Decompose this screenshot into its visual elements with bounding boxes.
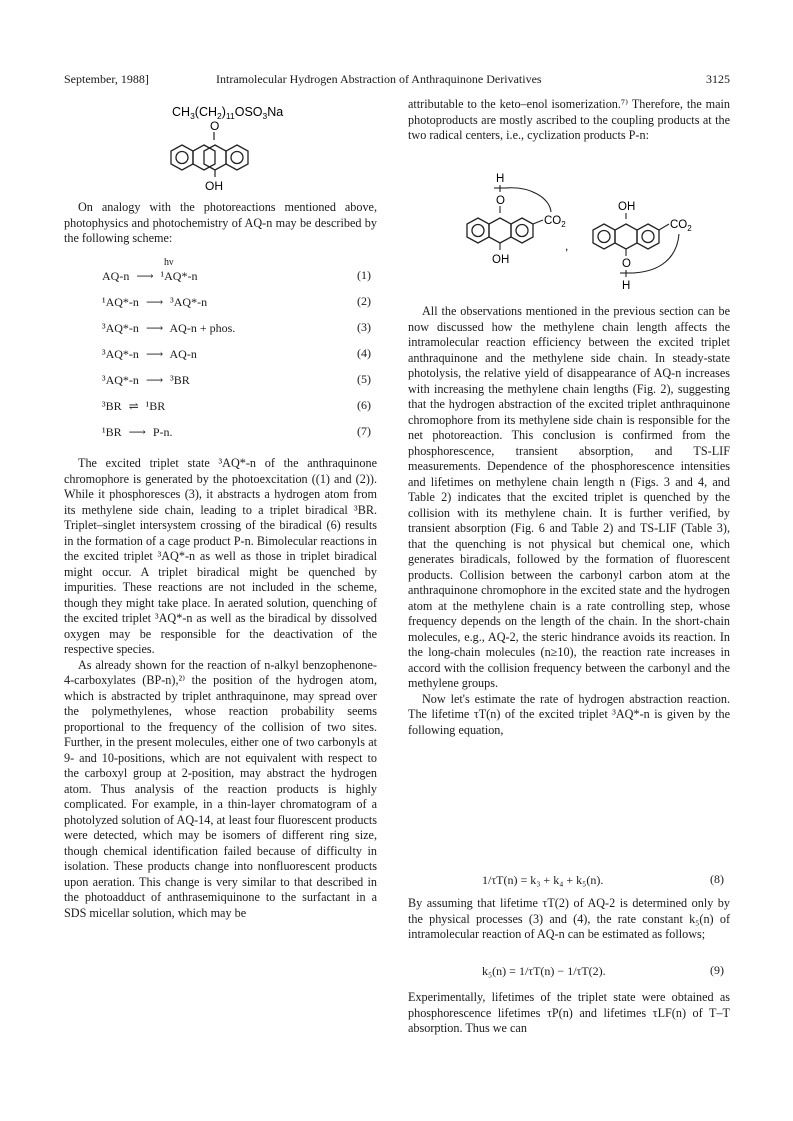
- anthracene-rings: [467, 218, 533, 243]
- right-paragraph-1: [408, 97, 730, 144]
- eq-rhs: P-n.: [152, 425, 173, 439]
- oxygen-label: O: [622, 258, 631, 270]
- equation-number: (2): [357, 294, 371, 308]
- eq-rhs: AQ-n + phos.: [169, 321, 236, 335]
- equation-1: [102, 268, 197, 284]
- equation-6: [102, 398, 165, 414]
- equation-number: (9): [710, 963, 724, 977]
- paragraph-text: On analogy with the photoreactions mentioned above, photophysics and photochemistry of AQ-n may be described by the following scheme:: [64, 200, 377, 245]
- eq-arrow: ⟶: [145, 347, 164, 361]
- formula-label: $CH_3(CH_2)_{11}OSO_3Na$: [172, 105, 284, 121]
- eq-arrow: ⟶: [145, 321, 164, 335]
- anthracene-rings: [593, 224, 659, 249]
- eq-lhs: ³AQ*-n: [102, 321, 139, 335]
- equation-4: [102, 346, 197, 362]
- left-paragraph-1: [64, 200, 377, 247]
- eq-arrow: ⇌: [128, 399, 139, 413]
- paragraph-text: The excited triplet state ³AQ*-n of the anthraquinone chromophore is generated by the photoexcitation ((1) and (2)). While it phosphoresces (3), it abstracts a hydrogen atom from its methylene side chain, leading to a triplet biradical ³BR. Triplet–singlet intersystem crossing of the biradical (6) results in the formation of a cage product P-n. Bimolecular reactions in the excited triplet ³AQ*-n as well as those in triplet biradical might occur. A triplet biradical might be quenched by impurities. These reactions are not included in the scheme, though they might take place. In aerated solution, quenching of the excited triplet ³AQ*-n as well as the biradical by dissolved oxygen may be responsible for the deactivation of the respective species.: [64, 456, 377, 656]
- header-title: Intramolecular Hydrogen Abstraction of Anthraquinone Derivatives: [216, 72, 542, 86]
- hydrogen-label: H: [496, 173, 505, 185]
- eq-arrow: ⟶: [128, 425, 146, 439]
- oxygen-label: O: [496, 195, 505, 207]
- equation-number: (8): [710, 872, 724, 886]
- eq-lhs: ¹BR: [102, 425, 122, 439]
- carboxylate-label: $CO_2$: [670, 219, 692, 233]
- equation-number: (7): [357, 424, 371, 438]
- structure-ether-figure: [140, 98, 320, 196]
- equation-2: [102, 294, 207, 310]
- equation-number: (5): [357, 372, 371, 386]
- methylene-chain-arc: [632, 234, 679, 273]
- cyclization-products-figure: [455, 168, 715, 292]
- eq-rhs: ¹AQ*-n: [160, 269, 198, 283]
- equation-number: (3): [357, 320, 371, 334]
- carboxyl-bond: [659, 224, 669, 230]
- eq-lhs: ³AQ*-n: [102, 347, 139, 361]
- equation-number: (4): [357, 346, 371, 360]
- carboxyl-bond: [533, 220, 543, 224]
- header-date: September, 1988]: [64, 72, 149, 86]
- hv-label: hν: [164, 257, 174, 268]
- equation-8: 1/τT(n) = k₃ + k₄ + k₅(n).: [482, 873, 604, 887]
- eq-arrow: ⟶: [145, 295, 164, 309]
- eq-lhs: ³AQ*-n: [102, 373, 139, 387]
- eq-rhs: ³AQ*-n: [170, 295, 208, 309]
- paragraph-text: By assuming that lifetime τT(2) of AQ-2 is determined only by the physical processes (3) and (4), the rate constant k₅(n) of intramolecular reaction of AQ-n can be estimated as follows;: [408, 896, 730, 941]
- eq-rhs: ³BR: [170, 373, 190, 387]
- eq-rhs: ¹BR: [145, 399, 166, 413]
- paragraph-text: Experimentally, lifetimes of the triplet state were obtained as phosphorescence lifetimes τP(n) and lifetimes τLF(n) of T–T absorption. Thus we can: [408, 990, 730, 1035]
- right-paragraph-5: [408, 990, 730, 1037]
- eq-rhs: AQ-n: [169, 347, 197, 361]
- oxygen-label: O: [210, 119, 220, 133]
- equation-number: (6): [357, 398, 371, 412]
- eq-lhs: ¹AQ*-n: [102, 295, 139, 309]
- header-page-number: 3125: [706, 72, 730, 86]
- left-column-body: [64, 456, 377, 921]
- paragraph-text: All the observations mentioned in the previous section can be now discussed how the methylene chain length affects the intramolecular reaction efficiency between the excited triplet anthraquinone and the methylene side chain. In steady-state photolysis, the relative yield of disappearance of AQ-n increases with increasing the methylene chain lengths (Fig. 2), suggesting that the hydrogen abstraction of the excited triplet anthraquinone chromophore from its methylene side chain is responsible for the net photoreaction. This conclusion is confirmed from the phosphorescence, transient absorption, and TS-LIF measurements. Dependence of the phosphorescence intensities and lifetimes on methylene chain length n (Figs. 3 and 4, and Table 2) indicates that the excited triplet is quenched by the collision with its methylene chain. It is further verified, by transient absorption (Fig. 6 and Table 2) and TS-LIF (Table 3), that the quenching is not physical but chemical one, which generates biradicals, followed by the formation of fluorescent products. Collision between the carbonyl carbon atom at the anthraquinone chromophore in the excited state and the hydrogen atom at the methylene chain is a rate controlling step, whose frequency depends on the length of the chain. In the short-chain molecules, e.g., AQ-2, the steric hindrance avoids its reaction. In the long-chain molecules (n≥10), the reaction rate increases in accord with the collision frequency between the carbonyl and the methylene groups.: [408, 304, 730, 690]
- equation-3: [102, 320, 235, 336]
- right-paragraph-4: [408, 896, 730, 943]
- methylene-chain-arc: [506, 188, 551, 212]
- separator-comma: ,: [565, 239, 569, 253]
- equation-5: [102, 372, 190, 388]
- eq-arrow: ⟶: [145, 373, 164, 387]
- right-column-body: [408, 304, 730, 738]
- carboxylate-label: $CO_2$: [544, 215, 566, 229]
- anthracene-rings: [171, 145, 248, 170]
- paragraph-text: As already shown for the reaction of n-alkyl benzophenone-4-carboxylates (BP-n),²⁾ the position of the hydrogen atom, which is abstracted by triplet anthraquinone, may spread over the polymethylenes, whose reaction probability seems proportional to the frequency of the collision of two sites. Further, in the present molecules, either one of two carbonyls at 9- and 10-positions, which are not equivalent with respect to the carboxyl group at 2-position, may abstract the hydrogen atom. Thus analysis of the reaction products is highly complicated. For example, in a thin-layer chromatogram of a photolyzed solution of AQ-14, at least four fluorescent products were detected, which may be isomers of different ring size, though chemical identification failed because of difficulty in isolation. These products change into nonfluorescent products upon aeration. This change is very similar to that described in the photoadduct of anthrasemiquinone to the surfactant in a SDS micellar solution, which may be: [64, 657, 377, 920]
- hydroxyl-label: OH: [205, 179, 223, 193]
- eq-arrow: ⟶: [136, 269, 154, 283]
- hydroxyl-label: OH: [618, 201, 636, 213]
- paragraph-text: attributable to the keto–enol isomerization.⁷⁾ Therefore, the main photoproducts are mostly ascribed to the coupling products at the two radical centers, i.e., cyclization products P-n:: [408, 97, 730, 142]
- equation-number: (1): [357, 268, 371, 282]
- hydroxyl-label: OH: [492, 254, 510, 266]
- paragraph-text: Now let's estimate the rate of hydrogen abstraction reaction. The lifetime τT(n) of the excited triplet ³AQ*-n is given by the following equation,: [408, 691, 730, 737]
- eq-lhs: AQ-n: [102, 269, 130, 283]
- hydrogen-label: H: [622, 280, 631, 292]
- equation-7: [102, 424, 172, 440]
- eq-lhs: ³BR: [102, 399, 122, 413]
- equation-9: k₅(n) = 1/τT(n) − 1/τT(2).: [482, 964, 606, 978]
